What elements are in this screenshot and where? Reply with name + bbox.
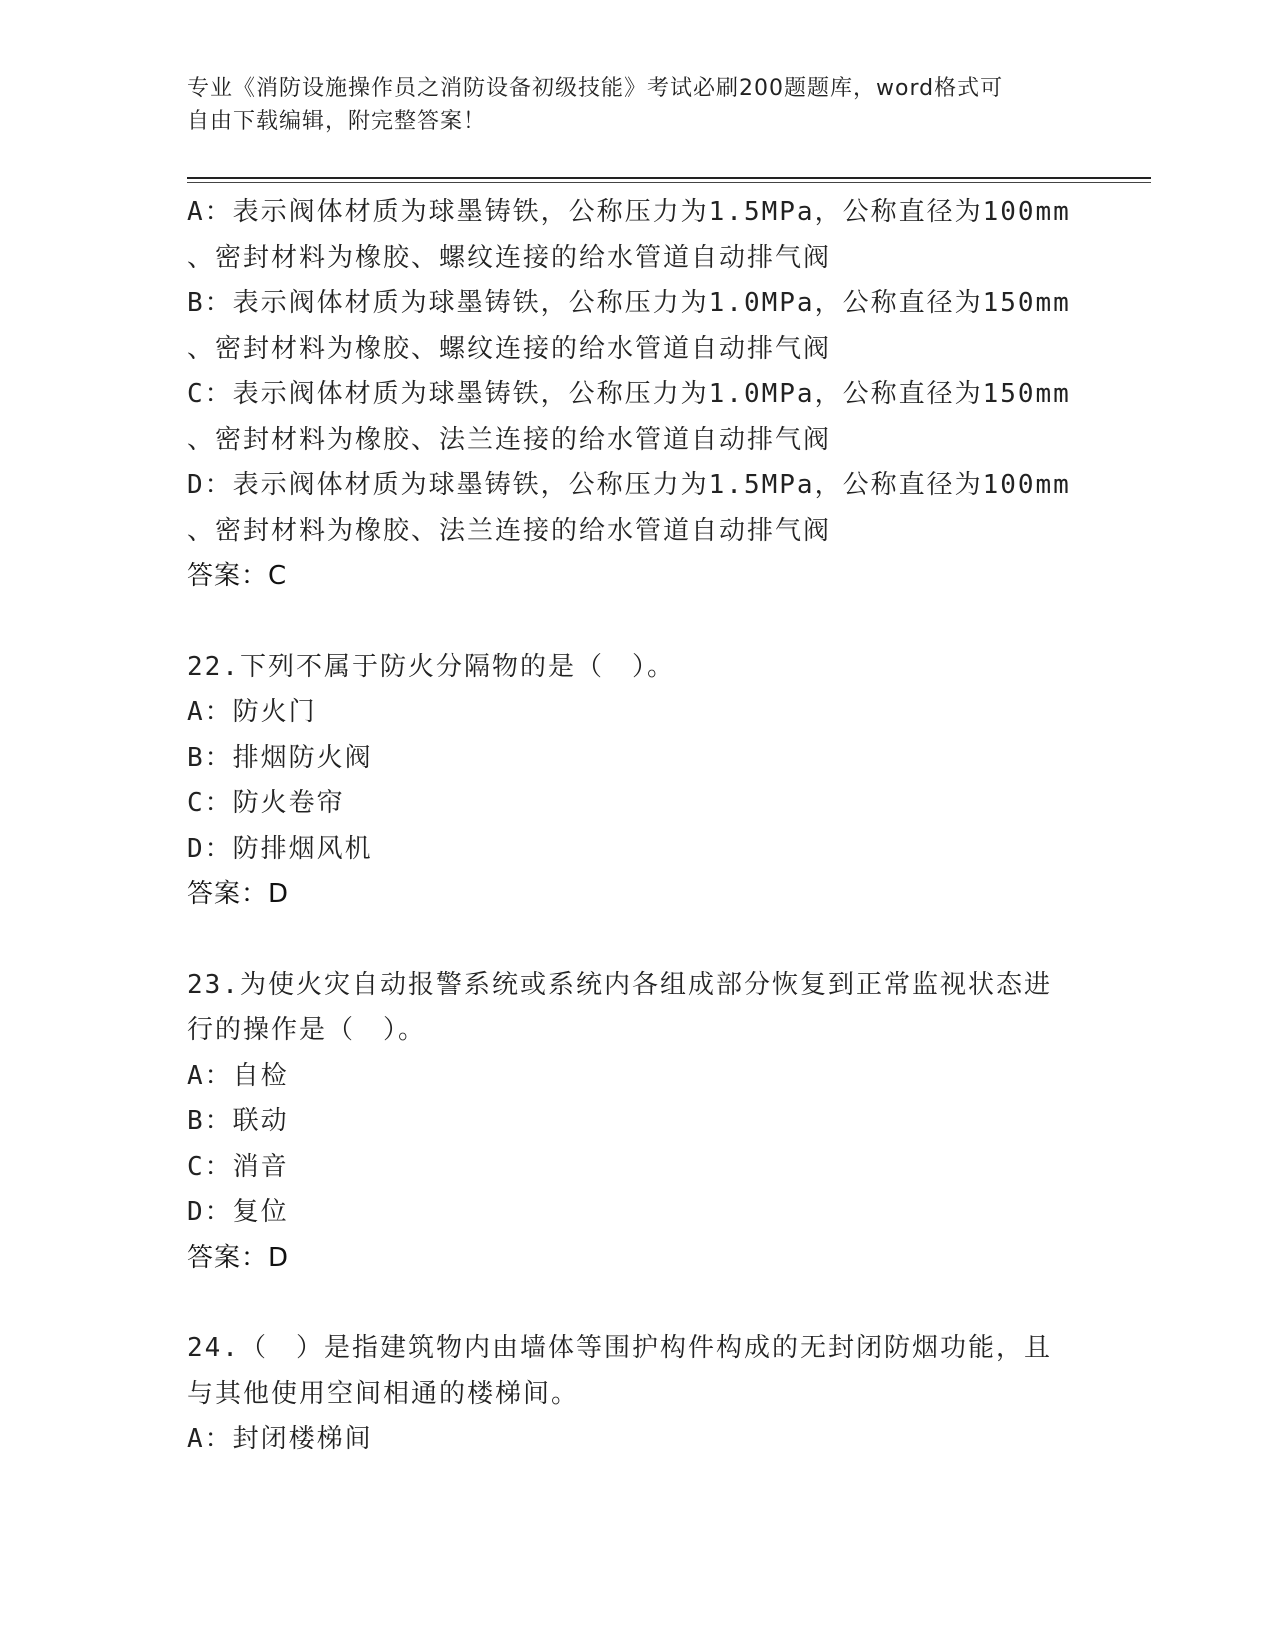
option-d-line1: D：表示阀体材质为球墨铸铁，公称压力为1.5MPa，公称直径为100mm [187, 470, 1071, 500]
answer-22: 答案：D [187, 879, 290, 909]
spacer [187, 1281, 1087, 1326]
answer-21: 答案：C [187, 561, 288, 591]
option-a: A：防火门 [187, 697, 317, 727]
header-title-line1: 专业《消防设施操作员之消防设备初级技能》考试必刷200题题库，word格式可 [187, 76, 1004, 101]
header-title-line2: 自由下载编辑，附完整答案！ [187, 109, 487, 134]
question-22-block [187, 645, 1087, 918]
option-a: A：自检 [187, 1060, 289, 1091]
option-d-line2: 、密封材料为橡胶、法兰连接的给水管道自动排气阀 [187, 515, 832, 546]
option-c: C：防火卷帘 [187, 788, 345, 818]
question-23-text-line2: 行的操作是（ ）。 [187, 1015, 427, 1045]
question-23-text-line1: 23.为使火灾自动报警系统或系统内各组成部分恢复到正常监视状态进 [187, 969, 1052, 1000]
spacer [187, 918, 1087, 963]
question-list [187, 190, 1087, 1463]
answer-23: 答案：D [187, 1242, 290, 1273]
question-23-block [187, 963, 1087, 1282]
question-22-text: 22.下列不属于防火分隔物的是（ ）。 [187, 651, 675, 682]
option-c: C：消音 [187, 1151, 289, 1182]
spacer [187, 600, 1087, 645]
option-b: B：排烟防火阀 [187, 742, 373, 773]
option-a-line1: A：表示阀体材质为球墨铸铁，公称压力为1.5MPa，公称直径为100mm [187, 197, 1071, 227]
option-b: B：联动 [187, 1106, 289, 1136]
option-c-line1: C：表示阀体材质为球墨铸铁，公称压力为1.0MPa，公称直径为150mm [187, 379, 1071, 409]
question-24-block [187, 1326, 1087, 1463]
header-divider-thick [187, 177, 1151, 179]
option-d: D：复位 [187, 1197, 289, 1227]
question-24-text-line2: 与其他使用空间相通的楼梯间。 [187, 1378, 580, 1409]
option-c-line2: 、密封材料为橡胶、法兰连接的给水管道自动排气阀 [187, 424, 832, 455]
option-a: A：封闭楼梯间 [187, 1424, 373, 1454]
option-b-line1: B：表示阀体材质为球墨铸铁，公称压力为1.0MPa，公称直径为150mm [187, 288, 1071, 318]
page-header [187, 72, 1067, 138]
question-21-block [187, 190, 1087, 600]
header-divider-thin [187, 182, 1151, 183]
option-b-line2: 、密封材料为橡胶、螺纹连接的给水管道自动排气阀 [187, 333, 832, 364]
question-24-text-line1: 24.（ ）是指建筑物内由墙体等围护构件构成的无封闭防烟功能，且 [187, 1333, 1052, 1363]
option-a-line2: 、密封材料为橡胶、螺纹连接的给水管道自动排气阀 [187, 242, 832, 273]
option-d: D：防排烟风机 [187, 833, 373, 864]
